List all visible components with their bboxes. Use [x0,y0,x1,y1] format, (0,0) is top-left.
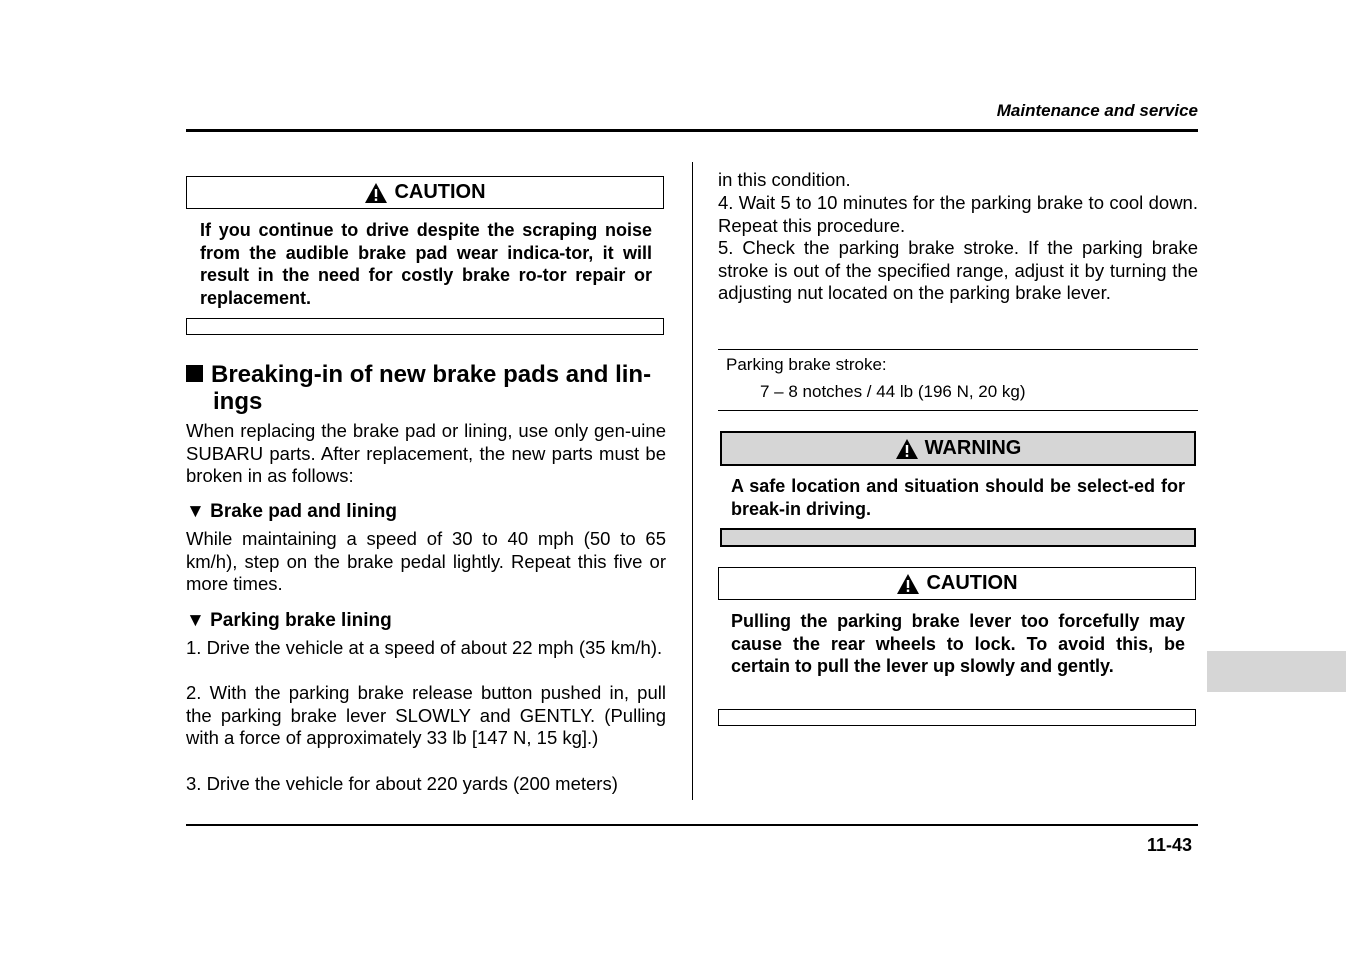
caution-end-box-2 [718,709,1196,726]
spec-value: 7 – 8 notches / 44 lb (196 N, 20 kg) [760,382,1026,401]
warning-end-box [720,528,1196,547]
subheading-parking-brake: ▼ Parking brake lining [186,610,392,631]
subheading-brake-pad: ▼ Brake pad and lining [186,501,397,522]
step-3: 3. Drive the vehicle for about 220 yards (200 meters) [186,773,618,794]
warning-triangle-icon [896,573,920,595]
intro-paragraph: When replacing the brake pad or lining, use only gen-uine SUBARU parts. After replacement, the new parts must be broken in as follows: [186,420,666,487]
step-1: 1. Drive the vehicle at a speed of about 22 mph (35 km/h). [186,637,663,658]
spec-label: Parking brake stroke: [726,355,887,374]
caution-label: CAUTION [394,181,486,203]
step-2: 2. With the parking brake release button pushed in, pull the parking brake lever SLOWLY and GENTLY. (Pulling with a force of approximately 33 lb [147 N, 15 kg].) [186,682,666,749]
section-title-continued: ings [213,388,263,415]
page-number: 11-43 [1146,835,1192,855]
running-header: Maintenance and service [996,101,1198,120]
warning-text: A safe location and situation should be select-ed for break-in driving. [731,476,1185,519]
warning-header-box [720,431,1196,466]
square-bullet-icon [186,365,203,382]
caution-header-box [186,176,664,209]
caution-text-2: Pulling the parking brake lever too forcefully may cause the rear wheels to lock. To avoid this, be certain to pull the lever up slowly and gently. [731,611,1185,677]
column-divider [692,162,693,800]
warning-label: WARNING [924,437,1022,459]
header-rule [186,129,1198,132]
caution-label-2: CAUTION [926,572,1018,594]
warning-triangle-icon [364,182,388,204]
spec-rule-top [718,349,1198,350]
warning-triangle-icon [895,438,919,460]
spec-rule-bottom [718,410,1198,411]
chapter-tab [1207,651,1346,692]
footer-rule [186,824,1198,826]
caution-end-box [186,318,664,335]
step-3-continued: in this condition. [718,169,851,190]
brake-pad-paragraph: While maintaining a speed of 30 to 40 mph (50 to 65 km/h), step on the brake pedal lightly. Repeat this five or more times. [186,528,666,595]
caution-header-box-2 [718,567,1196,600]
step-5: 5. Check the parking brake stroke. If the parking brake stroke is out of the specified range, adjust it by turning the adjusting nut located on the parking brake lever. [718,237,1198,304]
down-triangle-bullet-icon: ▼ [186,501,211,522]
down-triangle-bullet-icon: ▼ [186,610,211,631]
section-title: Breaking-in of new brake pads and lin- [186,361,676,388]
caution-text: If you continue to drive despite the scraping noise from the audible brake pad wear indica-tor, it will result in the need for costly brake ro-tor repair or replacement. [200,220,652,308]
step-4: 4. Wait 5 to 10 minutes for the parking brake to cool down. Repeat this procedure. [718,192,1198,236]
